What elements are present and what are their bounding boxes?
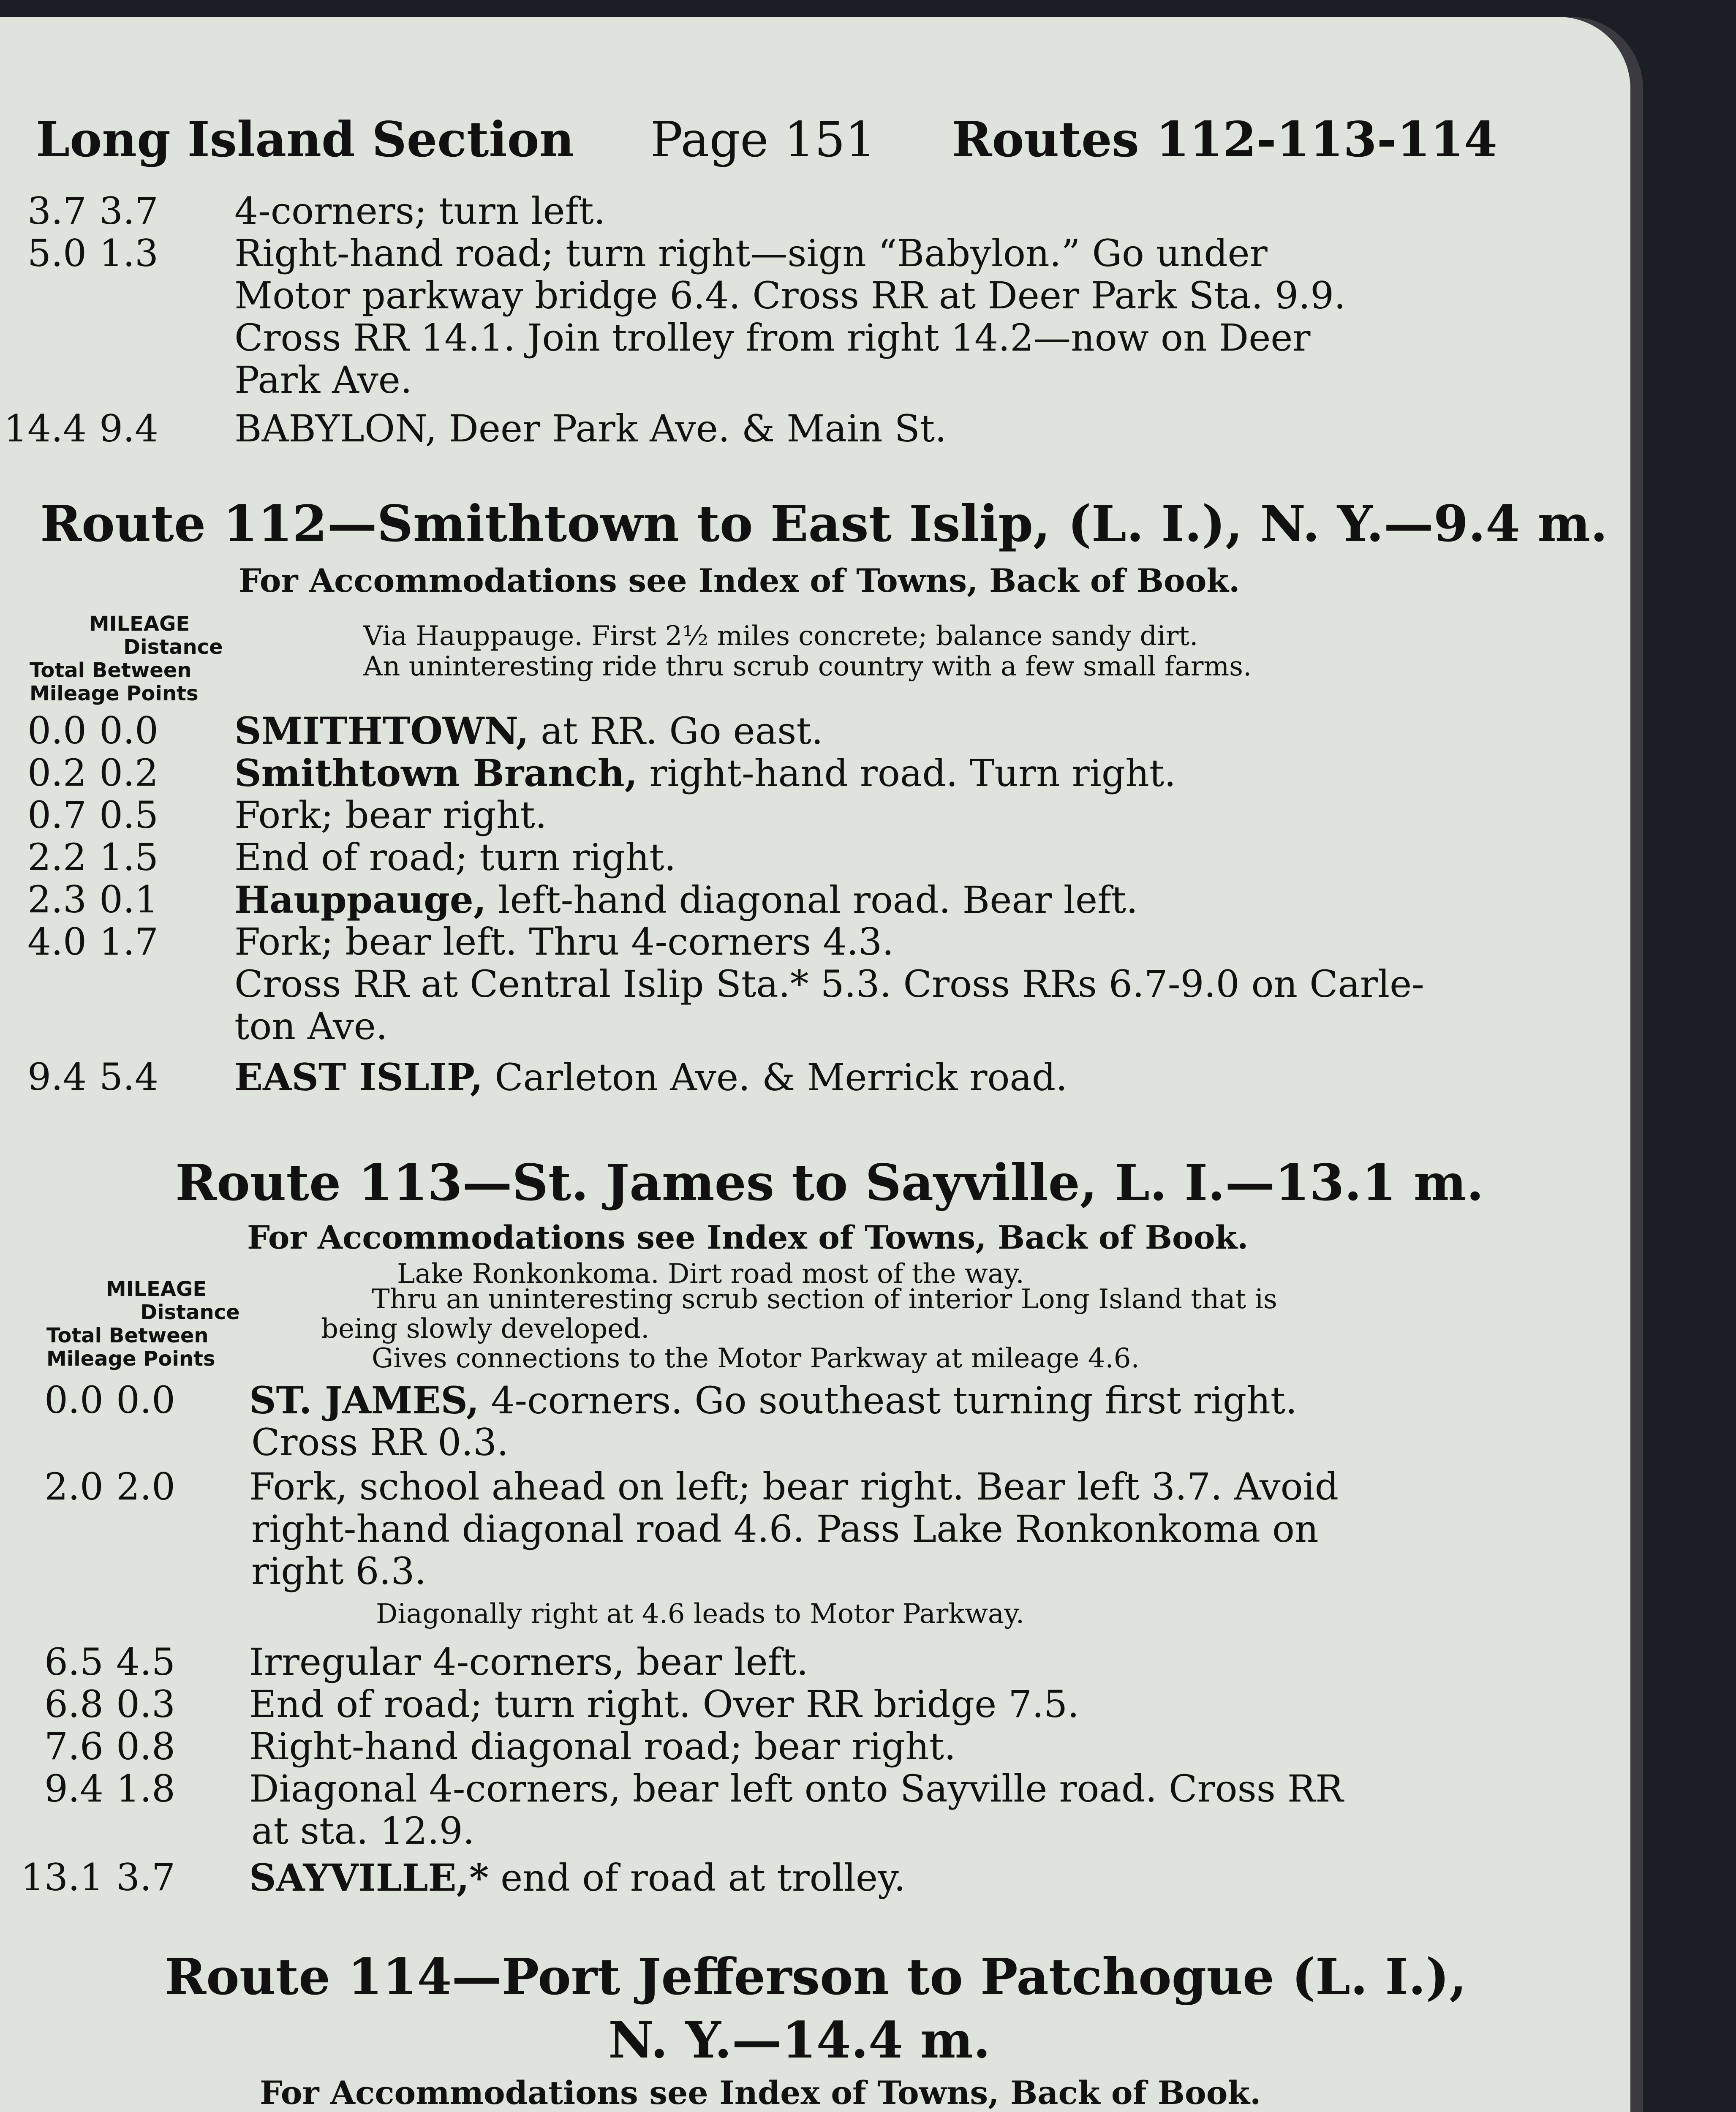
route-113-note: Gives connections to the Motor Parkway at mileage 4.6. [372,1343,1140,1374]
route-line-cont: at sta. 12.9. [251,1809,475,1853]
route-113-title: Route 113—St. James to Sayville, L. I.—13.1 m. [175,1153,1484,1212]
route-line-cont: Cross RR at Central Islip Sta.* 5.3. Cross RRs 6.7-9.0 on Carle- [234,962,1424,1006]
route-line-cont: ton Ave. [234,1004,388,1048]
route-114-title-line2: N. Y.—14.4 m. [608,2011,990,2069]
route-114-title-line1: Route 114—Port Jefferson to Patchogue (L. I.), [165,1947,1467,2006]
route-113-note: being slowly developed. [321,1313,650,1344]
route-112-title: Route 112—Smithtown to East Islip, (L. I.), N. Y.—9.4 m. [40,494,1608,553]
route-114-accommodations: For Accommodations see Index of Towns, Back of Book. [260,2074,1261,2112]
routes-label: Routes 112-113-114 [952,111,1497,168]
mileage-header: MILEAGE Distance Total Between Mileage Points [46,1277,240,1371]
route-112-accommodations: For Accommodations see Index of Towns, Back of Book. [239,562,1240,599]
route-line-cont: Motor parkway bridge 6.4. Cross RR at Deer Park Sta. 9.9. [234,274,1346,317]
route-112-note: Via Hauppauge. First 2½ miles concrete; balance sandy dirt. [363,621,1198,652]
route-line-cont: Park Ave. [234,358,412,402]
section-title: Long Island Section [36,111,574,168]
book-page: Long Island Section Page 151 Routes 112-113-114 3.7 3.7 4-corners; turn left. 5.0 1.3 Right-hand road; turn right—sign “Babylon.” Go under Motor parkway bridge 6.4. Cross RR at Deer Park Sta. 9.9. Cross RR 14.1. Join trolley from right 14.2—now on Deer Park Ave. 14.4 9.4 BABYLON, Deer Park Ave. & Main St. Route 112—Smithtown to East Islip, (L. I.), N. Y.—9.4 m. For Accommodations see Index of Towns, Back of Book. MILEAGE Distance Total Between Mileage Points Via Hauppauge. First 2½ miles concrete; balance sandy dirt. An uninteresting ride thru scrub country with a few small farms. 0.0 0.0 SMITHTOWN, at RR. Go east. 0.2 0.2 Smithtown Branch, right-hand road. Turn right. 0.7 0.5 Fork; bear right. 2.2 1.5 End of road; turn right. 2.3 0.1 Hauppauge, left-hand diagonal road. Bear left. 4.0 1.7 Fork; bear left. Thru 4-corners 4.3. Cross RR at Central Islip Sta.* 5.3. Cross RRs 6.7-9.0 on Carle- ton Ave. 9.4 5.4 EAST ISLIP, Carleton Ave. & Merrick road. Route 113—St. James to Sayville, L. I.—13.1 m. For Accommodations see Index of Towns, Back of Book. MILEAGE Distance Total Between Mileage Points Lake Ronkonkoma. Dirt road most of the way. Thru an uninteresting scrub section of interior Long Island that is being slowly developed. Gives connections to the Motor Parkway at mileage 4.6. 0.0 0.0 ST. JAMES, 4-corners. Go southeast turning first right. Cross RR 0.3. 2.0 2.0 Fork, school ahead on left; bear right. Bear left 3.7. Avoid right-hand diagonal road 4.6. Pass Lake Ronkonkoma on right 6.3. Diagonally right at 4.6 leads to Motor Parkway. 6.5 4.5 Irregular 4-corners, bear left. 6.8 0.3 End of road; turn right. Over RR bridge 7.5. 7.6 0.8 Right-hand diagonal road; bear right. 9.4 1.8 Diagonal 4-corners, bear left onto Sayville road. Cross RR at sta. 12.9. 13.1 3.7 SAYVILLE,* end of road at trolley. Route 114—Port Jefferson to Patchogue (L. I.), N. Y.—14.4 m. For Accommodations see Index of Towns, Back of Book. [0,17,1630,2112]
route-113-note: Lake Ronkonkoma. Dirt road most of the way. [397,1258,1024,1290]
route-line-cont: right-hand diagonal road 4.6. Pass Lake Ronkonkoma on [251,1507,1319,1551]
mileage-header: MILEAGE Distance Total Between Mileage Points [30,612,223,705]
page-number: Page 151 [650,111,876,168]
route-113-subnote: Diagonally right at 4.6 leads to Motor Parkway. [376,1598,1025,1630]
route-line-cont: right 6.3. [251,1549,427,1593]
route-line-cont: Cross RR 14.1. Join trolley from right 14.2—now on Deer [234,316,1311,359]
route-113-accommodations: For Accommodations see Index of Towns, Back of Book. [247,1219,1249,1256]
route-112-note: An uninteresting ride thru scrub country with a few small farms. [363,651,1252,682]
page-header [36,112,1497,167]
route-113-note: Thru an uninteresting scrub section of interior Long Island that is [372,1284,1277,1315]
route-line-cont: Cross RR 0.3. [251,1421,509,1464]
